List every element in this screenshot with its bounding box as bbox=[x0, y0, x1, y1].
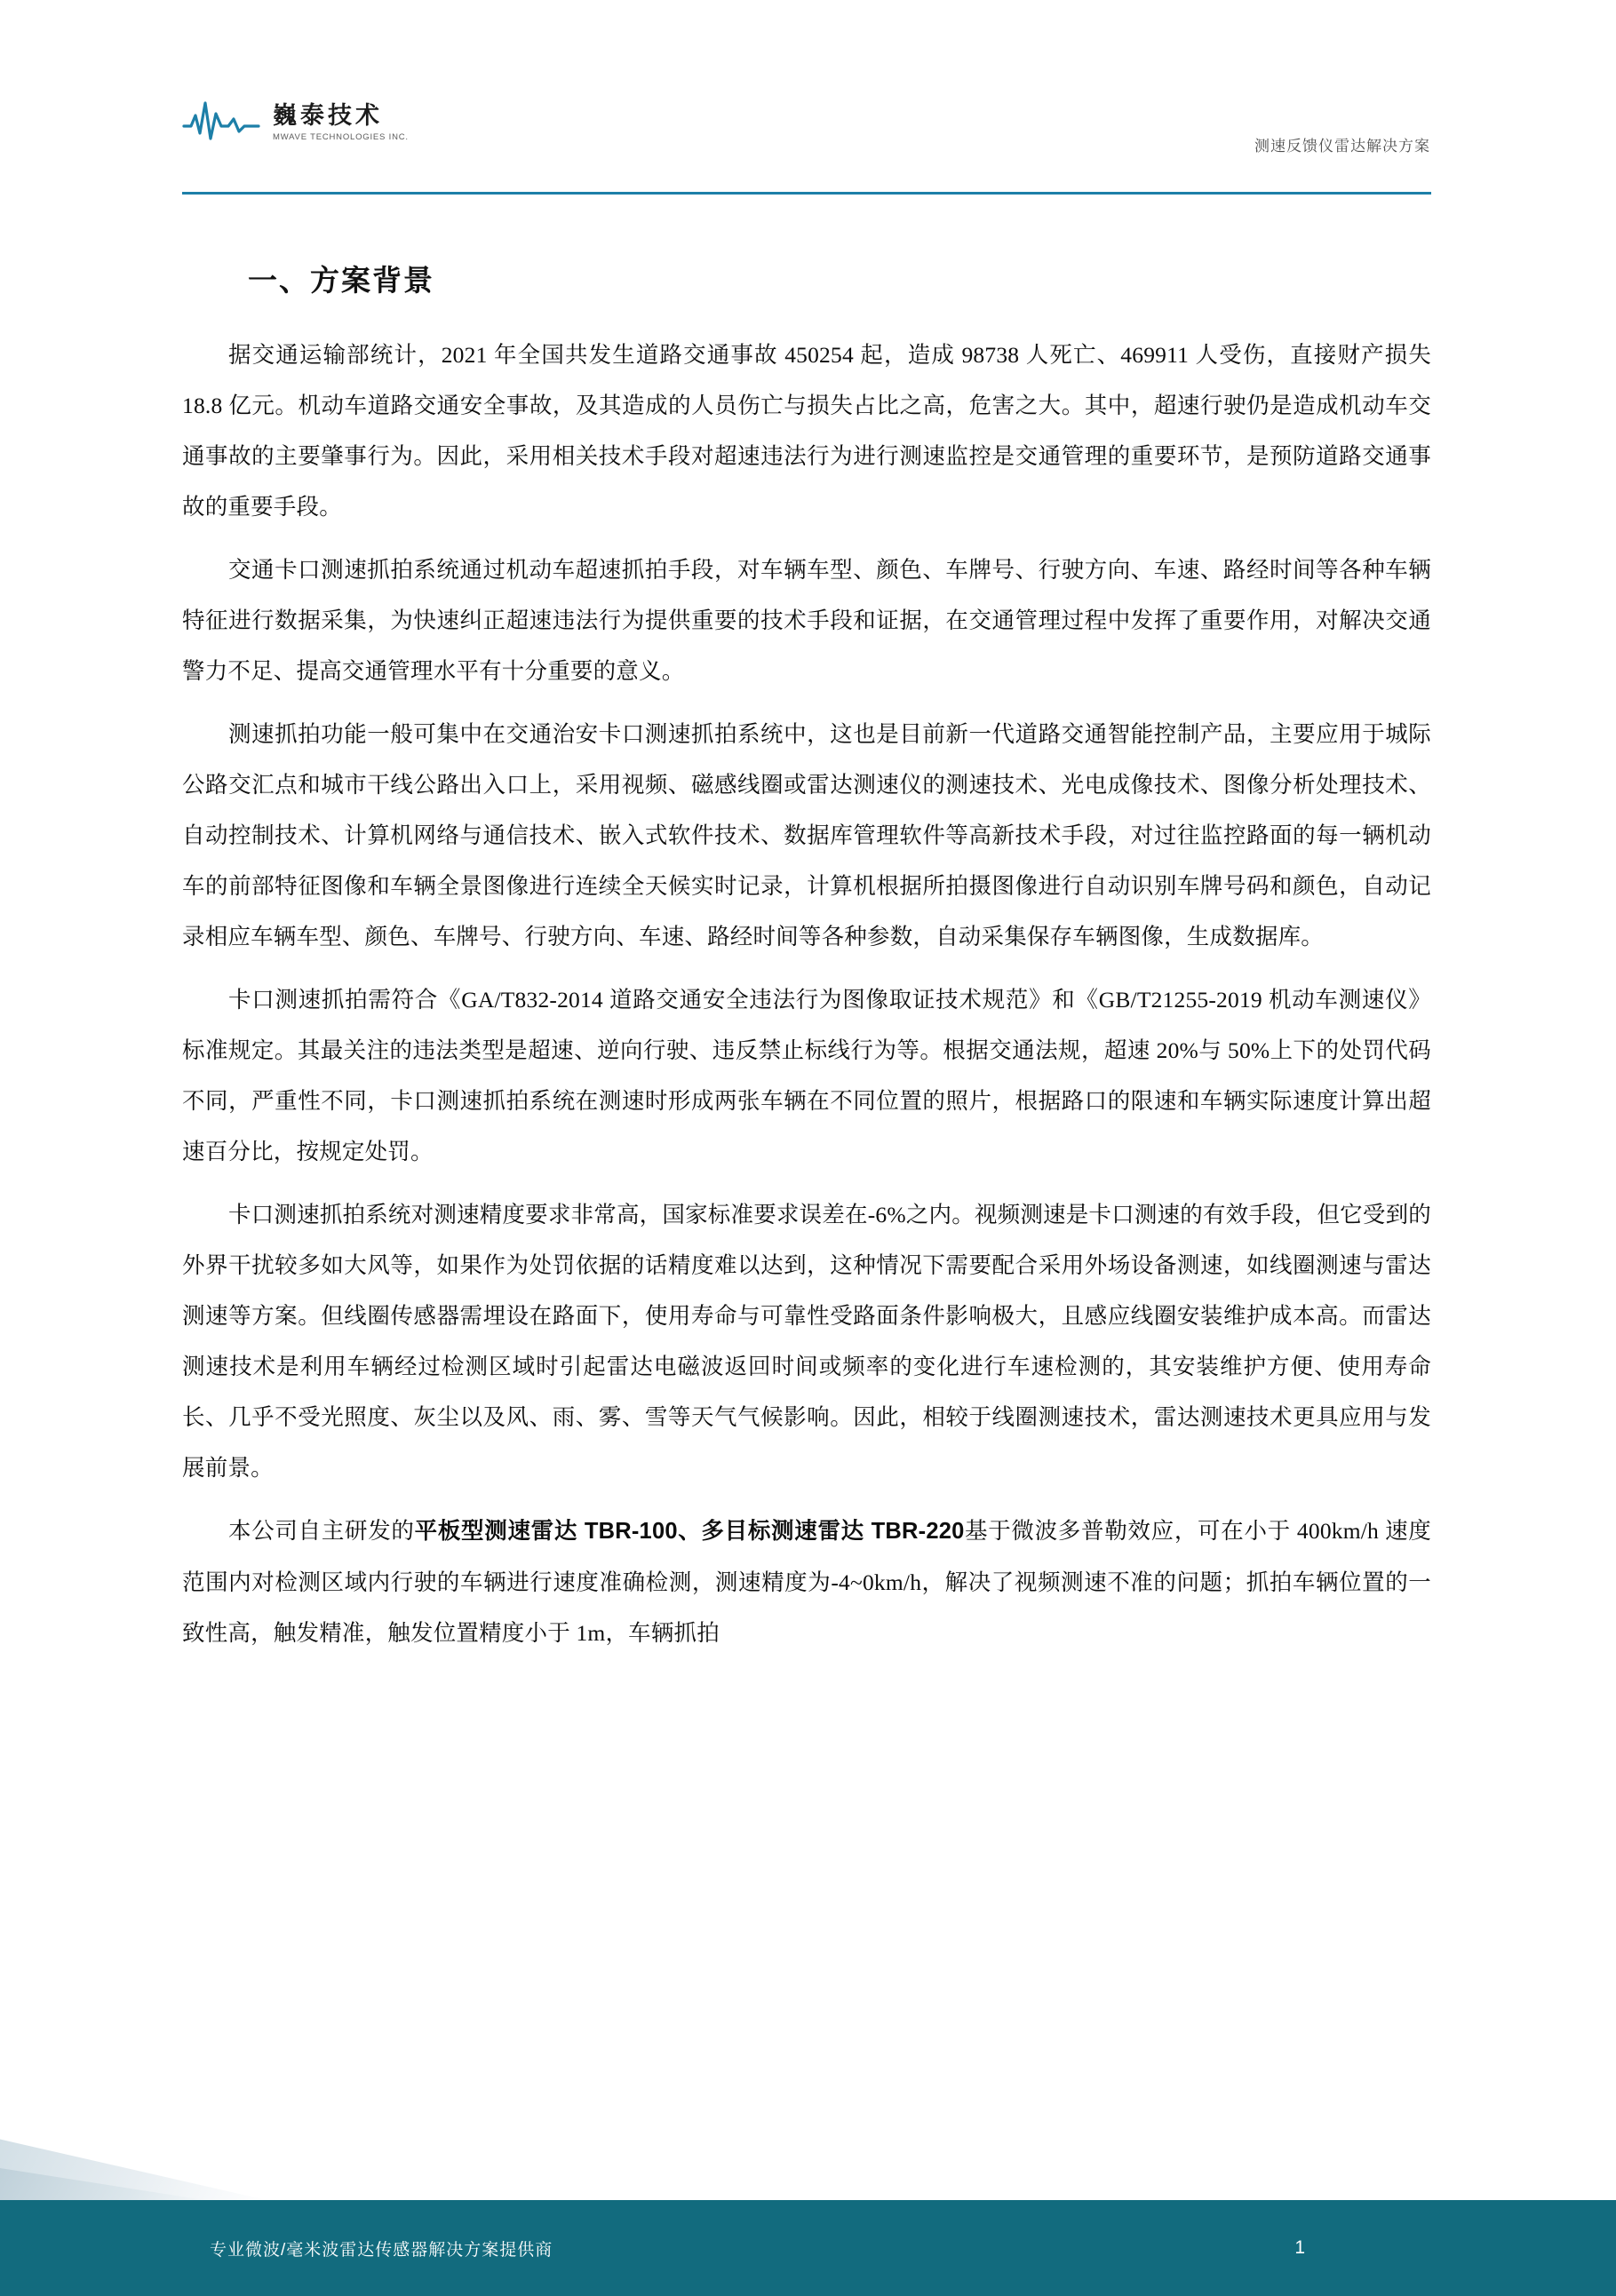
page-footer bbox=[0, 2200, 1616, 2296]
paragraph: 据交通运输部统计，2021 年全国共发生道路交通事故 450254 起，造成 98738 人死亡、469911 人受伤，直接财产损失 18.8 亿元。机动车道路交通安全事故，及其造成的人员伤亡与损失占比之高，危害之大。其中，超速行驶仍是造成机动车交通事故的主要肇事行为。因此，采用相关技术手段对超速违法行为进行测速监控是交通管理的重要环节，是预防道路交通事故的重要手段。 bbox=[182, 342, 1431, 520]
page-header bbox=[182, 98, 1430, 195]
paragraph: 卡口测速抓拍系统对测速精度要求非常高，国家标准要求误差在-6%之内。视频测速是卡口测速的有效手段，但它受到的外界干扰较多如大风等，如果作为处罚依据的话精度难以达到，这种情况下需要配合采用外场设备测速，如线圈测速与雷达测速等方案。但线圈传感器需埋设在路面下，使用寿命与可靠性受路面条件影响极大，且感应线圈安装维护成本高。而雷达测速技术是利用车辆经过检测区域时引起雷达电磁波返回时间或频率的变化进行车速检测的，其安装维护方便、使用寿命长、几乎不受光照度、灰尘以及风、雨、雾、雪等天气气候影响。因此，相较于线圈测速技术，雷达测速技术更具应用与发展前景。 bbox=[182, 1202, 1431, 1481]
header-divider bbox=[182, 192, 1431, 195]
waveform-icon bbox=[182, 98, 260, 144]
document-body bbox=[182, 258, 1431, 1671]
paragraph-lead: 本公司自主研发的 bbox=[228, 1518, 415, 1544]
product-names: 平板型测速雷达 TBR-100、多目标测速雷达 TBR-220 bbox=[414, 1519, 965, 1544]
logo-name-cn: 巍泰技术 bbox=[273, 102, 383, 130]
page-number: 1 bbox=[1294, 2237, 1305, 2258]
paragraph-rest: 基于微波多普勒效应，可在小于 400km/h 速度范围内对检测区域内行驶的车辆进行速度准确检测，测速精度为-4~0km/h，解决了视频测速不准的问题；抓拍车辆位置的一致性高，触发精准，触发位置精度小于 1m，车辆抓拍 bbox=[182, 1518, 1431, 1646]
logo-text bbox=[273, 103, 409, 144]
section-heading: 一、方案背景 bbox=[248, 264, 434, 297]
paragraph: 卡口测速抓拍需符合《GA/T832-2014 道路交通安全违法行为图像取证技术规范》和《GB/T21255-2019 机动车测速仪》标准规定。其最关注的违法类型是超速、逆向行驶、违反禁止标线行为等。根据交通法规，超速 20%与 50%上下的处罚代码不同，严重性不同，卡口测速抓拍系统在测速时形成两张车辆在不同位置的照片，根据路口的限速和车辆实际速度计算出超速百分比，按规定处罚。 bbox=[182, 987, 1431, 1164]
paragraph: 测速抓拍功能一般可集中在交通治安卡口测速抓拍系统中，这也是目前新一代道路交通智能控制产品，主要应用于城际公路交汇点和城市干线公路出入口上，采用视频、磁感线圈或雷达测速仪的测速技术、光电成像技术、图像分析处理技术、自动控制技术、计算机网络与通信技术、嵌入式软件技术、数据库管理软件等高新技术手段，对过往监控路面的每一辆机动车的前部特征图像和车辆全景图像进行连续全天候实时记录，计算机根据所拍摄图像进行自动识别车牌号码和颜色，自动记录相应车辆车型、颜色、车牌号、行驶方向、车速、路经时间等各种参数，自动采集保存车辆图像，生成数据库。 bbox=[182, 721, 1431, 949]
document-title: 测速反馈仪雷达解决方案 bbox=[1254, 138, 1430, 155]
footer-slogan: 专业微波/毫米波雷达传感器解决方案提供商 bbox=[210, 2240, 553, 2260]
logo-name-en: MWAVE TECHNOLOGIES INC. bbox=[273, 132, 409, 142]
paragraph-with-product bbox=[182, 1506, 1431, 1658]
paragraph: 交通卡口测速抓拍系统通过机动车超速抓拍手段，对车辆车型、颜色、车牌号、行驶方向、车速、路经时间等各种车辆特征进行数据采集，为快速纠正超速违法行为提供重要的技术手段和证据，在交通管理过程中发挥了重要作用，对解决交通警力不足、提高交通管理水平有十分重要的意义。 bbox=[182, 557, 1431, 684]
company-logo bbox=[182, 98, 409, 144]
